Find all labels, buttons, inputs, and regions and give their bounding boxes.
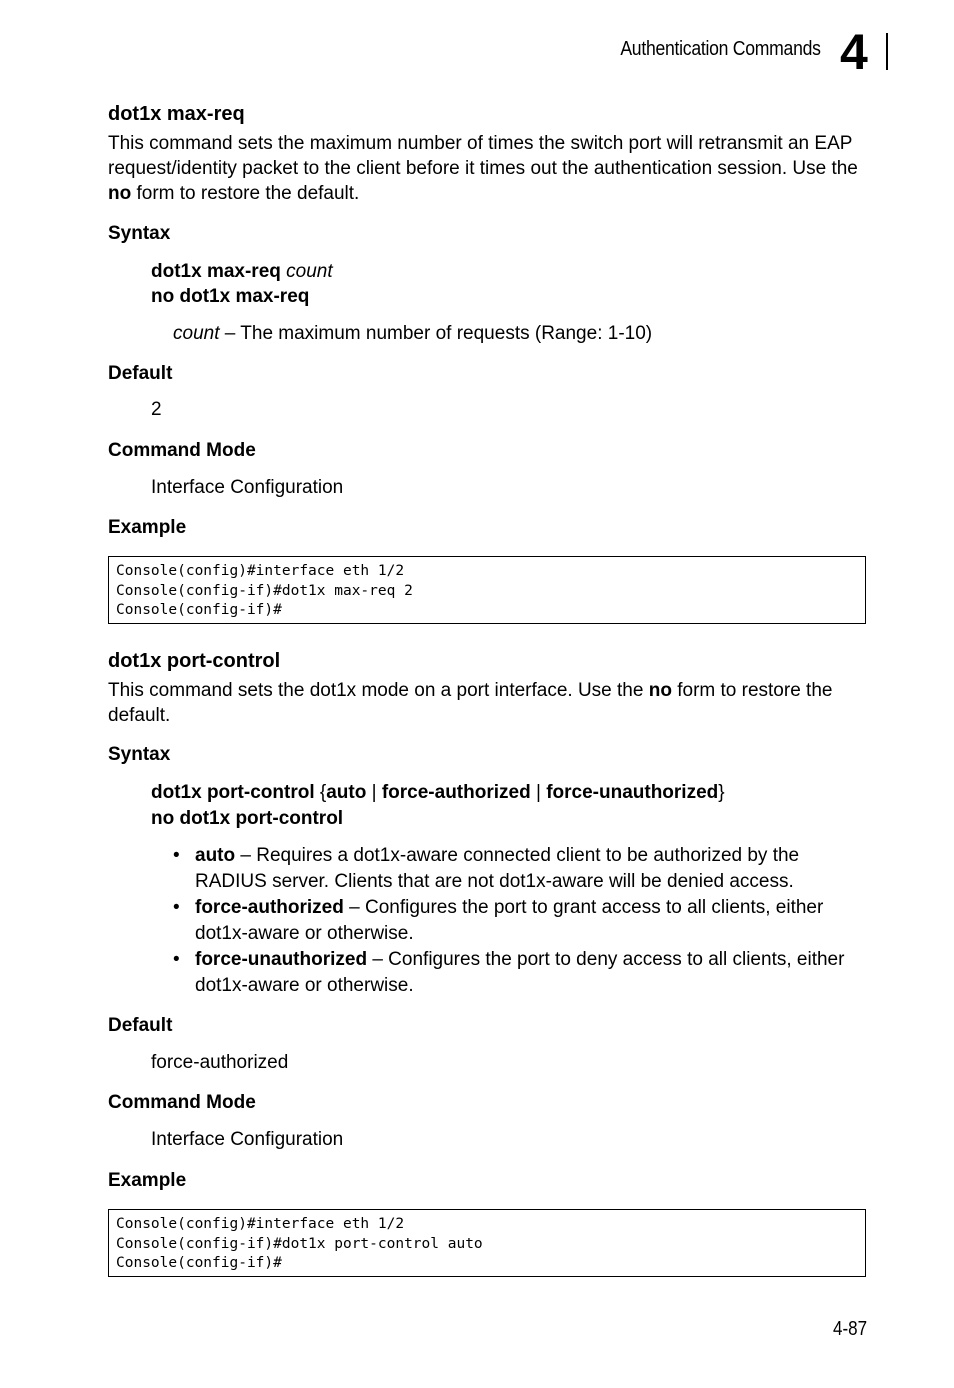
syntax-separator: |: [530, 782, 547, 803]
syntax-param: count: [286, 261, 333, 282]
syntax-no-command-name: no dot1x port-control: [151, 808, 344, 829]
bullet-icon: •: [173, 897, 180, 918]
syntax-heading: Syntax: [108, 223, 171, 244]
example-heading: Example: [108, 1170, 187, 1191]
syntax-heading: Syntax: [108, 744, 171, 765]
syntax-command: [151, 259, 333, 284]
param-desc: – The maximum number of requests (Range: 1-10): [219, 323, 653, 344]
default-heading: Default: [108, 363, 173, 384]
intro-text-end: form to restore the default.: [108, 680, 833, 726]
page-number: 4-87: [832, 1318, 867, 1340]
option-desc: – Configures the port to grant access to all clients, either dot1x-aware or otherwise.: [195, 897, 824, 944]
intro-text: This command sets the maximum number of times the switch port will retransmit an EAP request/identity packet to the client before it times out the authentication session. Use the: [108, 133, 858, 179]
syntax-brace-open: {: [314, 782, 327, 803]
bullet-icon: •: [173, 949, 180, 970]
syntax-option-auto: auto: [326, 782, 367, 803]
param-description: [173, 321, 652, 346]
syntax-brace-close: }: [718, 782, 725, 803]
option-term: force-unauthorized: [195, 949, 368, 970]
option-bullet-list: [173, 843, 873, 999]
option-desc: – Configures the port to deny access to all clients, either dot1x-aware or otherwise.: [195, 949, 845, 996]
param-name: count: [173, 323, 220, 344]
option-term: force-authorized: [195, 897, 344, 918]
code-line: Console(config-if)#dot1x port-control auto: [116, 1235, 483, 1252]
section-title-port-control: dot1x port-control: [108, 650, 281, 672]
option-desc: – Requires a dot1x-aware connected client to be authorized by the RADIUS server. Clients that are not dot1x-aware will be denied access.: [195, 845, 800, 892]
list-item: [173, 895, 873, 947]
syntax-option-force-unauthorized: force-unauthorized: [546, 782, 719, 803]
section-intro-port-control: [108, 678, 878, 728]
list-item: [173, 843, 873, 895]
chapter-divider: [886, 33, 888, 70]
example-heading: Example: [108, 517, 187, 538]
syntax-option-force-authorized: force-authorized: [381, 782, 531, 803]
command-mode-value: Interface Configuration: [151, 477, 344, 498]
intro-text-end: form to restore the default.: [131, 183, 360, 204]
section-intro-max-req: [108, 131, 878, 206]
syntax-no-command: [151, 806, 343, 831]
intro-keyword: no: [108, 183, 132, 204]
code-line: Console(config)#interface eth 1/2: [116, 1216, 405, 1232]
code-line: Console(config-if)#dot1x max-req 2: [116, 582, 413, 599]
syntax-no-command: [151, 284, 309, 309]
code-line: Console(config-if)#: [116, 1255, 282, 1271]
intro-text: This command sets the dot1x mode on a port interface. Use the: [108, 680, 649, 701]
bullet-icon: •: [173, 845, 180, 866]
intro-keyword: no: [648, 680, 672, 701]
syntax-no-command-name: no dot1x max-req: [151, 286, 310, 307]
syntax-command: [151, 780, 725, 805]
code-line: Console(config)#interface eth 1/2: [116, 563, 405, 579]
syntax-command-name: dot1x port-control: [151, 782, 315, 803]
default-heading: Default: [108, 1015, 173, 1036]
option-term: auto: [195, 845, 236, 866]
running-header-title: Authentication Commands: [620, 38, 821, 60]
example-code-block: [108, 556, 866, 624]
default-value: 2: [151, 399, 162, 420]
example-code-block: [108, 1209, 866, 1277]
default-value: force-authorized: [151, 1052, 289, 1073]
command-mode-heading: Command Mode: [108, 440, 256, 461]
command-mode-heading: Command Mode: [108, 1092, 256, 1113]
section-title-max-req: dot1x max-req: [108, 103, 245, 125]
syntax-separator: |: [366, 782, 382, 803]
list-item: [173, 947, 873, 999]
syntax-command-name: dot1x max-req: [151, 261, 281, 282]
code-line: Console(config-if)#: [116, 602, 282, 618]
chapter-number: 4: [840, 24, 868, 80]
command-mode-value: Interface Configuration: [151, 1129, 344, 1150]
